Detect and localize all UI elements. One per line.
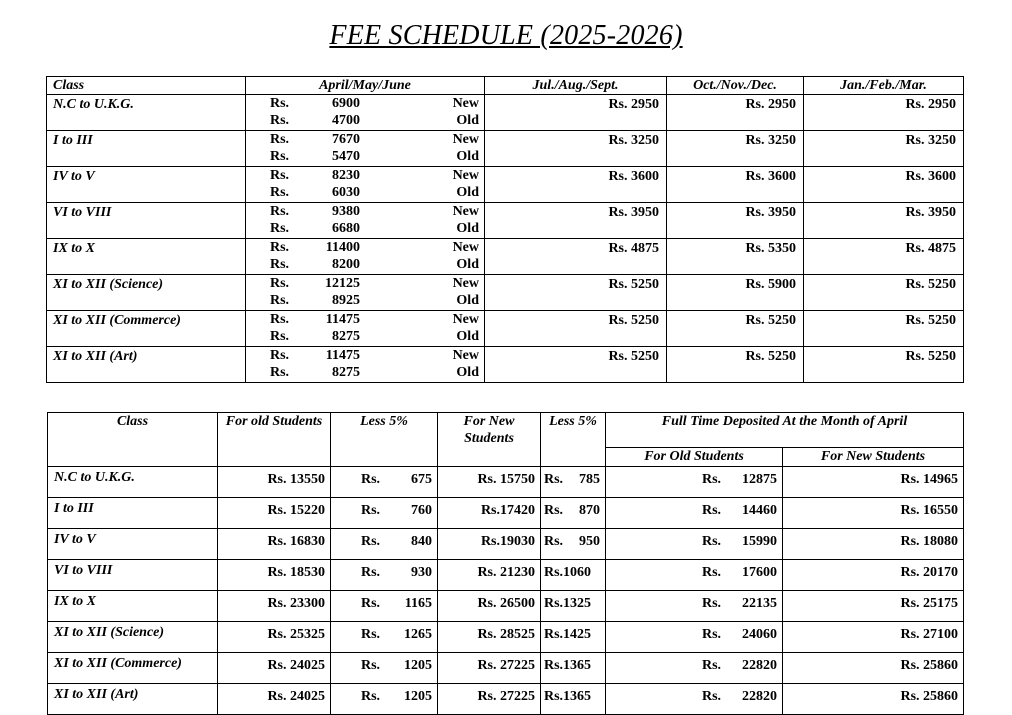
discount-amount: 675 bbox=[411, 472, 432, 487]
less-5-percent-new bbox=[541, 498, 606, 529]
jan-feb-mar-fee: Rs. 5250 bbox=[804, 275, 964, 311]
full-time-new-students: Rs. 20170 bbox=[783, 560, 964, 591]
oct-nov-dec-fee: Rs. 3250 bbox=[667, 131, 804, 167]
old-fee-line bbox=[246, 184, 484, 201]
new-fee-amount: 6900 bbox=[332, 96, 360, 111]
currency-label: Rs.1325 bbox=[544, 596, 592, 611]
currency-label: Rs. bbox=[270, 276, 290, 291]
less-5-percent-new bbox=[541, 591, 606, 622]
full-time-old-amount: 22135 bbox=[742, 596, 777, 611]
discount-amount: 870 bbox=[579, 503, 600, 518]
new-tag: New bbox=[452, 96, 479, 111]
for-new-students-fee: Rs. 15750 bbox=[438, 467, 541, 498]
oct-nov-dec-fee: Rs. 3950 bbox=[667, 203, 804, 239]
old-fee-line bbox=[246, 220, 484, 237]
full-time-old-amount: 14460 bbox=[742, 503, 777, 518]
less-5-percent-old bbox=[331, 622, 438, 653]
full-time-new-students: Rs. 25175 bbox=[783, 591, 964, 622]
currency-label: Rs. bbox=[270, 365, 290, 380]
currency-label: Rs. bbox=[270, 293, 290, 308]
jan-feb-mar-fee: Rs. 3600 bbox=[804, 167, 964, 203]
full-time-old-amount: 12875 bbox=[742, 472, 777, 487]
jul-aug-sept-fee: Rs. 4875 bbox=[485, 239, 667, 275]
less-5-percent-new bbox=[541, 560, 606, 591]
old-tag: Old bbox=[456, 149, 479, 164]
april-may-june-fees bbox=[246, 275, 485, 311]
currency-label: Rs. bbox=[270, 221, 290, 236]
for-new-students-fee: Rs. 26500 bbox=[438, 591, 541, 622]
new-tag: New bbox=[452, 240, 479, 255]
header-oct-nov-dec: Oct./Nov./Dec. bbox=[667, 77, 804, 95]
for-old-students-fee: Rs. 16830 bbox=[218, 529, 331, 560]
less-5-percent-old bbox=[331, 529, 438, 560]
full-time-old-students bbox=[606, 560, 783, 591]
less-5-percent-new bbox=[541, 684, 606, 715]
quarterly-row bbox=[47, 95, 964, 131]
annual-row bbox=[48, 560, 964, 591]
new-fee-amount: 9380 bbox=[332, 204, 360, 219]
less-5-percent-old bbox=[331, 653, 438, 684]
discount-amount: 950 bbox=[579, 534, 600, 549]
currency-label: Rs. bbox=[361, 534, 381, 549]
old-tag: Old bbox=[456, 365, 479, 380]
currency-label: Rs. bbox=[270, 257, 290, 272]
currency-label: Rs. bbox=[361, 689, 381, 704]
full-time-old-students bbox=[606, 467, 783, 498]
jul-aug-sept-fee: Rs. 5250 bbox=[485, 311, 667, 347]
currency-label: Rs. bbox=[270, 240, 290, 255]
currency-label: Rs.1060 bbox=[544, 565, 592, 580]
class-name: IV to V bbox=[48, 529, 218, 560]
header-class: Class bbox=[47, 77, 246, 95]
annual-row bbox=[48, 529, 964, 560]
less-5-percent-new bbox=[541, 622, 606, 653]
old-fee-line bbox=[246, 364, 484, 381]
currency-label: Rs. bbox=[702, 534, 722, 549]
header-jul-aug-sept: Jul./Aug./Sept. bbox=[485, 77, 667, 95]
new-fee-amount: 12125 bbox=[325, 276, 360, 291]
old-fee-amount: 5470 bbox=[332, 149, 360, 164]
class-name: XI to XII (Commerce) bbox=[47, 311, 246, 347]
new-fee-line bbox=[246, 203, 484, 220]
old-fee-amount: 8275 bbox=[332, 329, 360, 344]
jul-aug-sept-fee: Rs. 5250 bbox=[485, 347, 667, 383]
full-time-new-students: Rs. 18080 bbox=[783, 529, 964, 560]
new-fee-amount: 11475 bbox=[325, 312, 360, 327]
currency-label: Rs. bbox=[702, 472, 722, 487]
discount-amount: 1165 bbox=[404, 596, 432, 611]
header-jan-feb-mar: Jan./Feb./Mar. bbox=[804, 77, 964, 95]
annual-row bbox=[48, 498, 964, 529]
full-time-new-students: Rs. 25860 bbox=[783, 653, 964, 684]
old-fee-line bbox=[246, 292, 484, 309]
full-time-old-students bbox=[606, 653, 783, 684]
april-may-june-fees bbox=[246, 203, 485, 239]
full-time-old-amount: 22820 bbox=[742, 689, 777, 704]
header-for-old-students: For old Students bbox=[218, 413, 331, 467]
old-fee-line bbox=[246, 148, 484, 165]
new-fee-line bbox=[246, 131, 484, 148]
header-less-5-percent: Less 5% bbox=[331, 413, 438, 467]
quarterly-row bbox=[47, 275, 964, 311]
full-time-old-students bbox=[606, 529, 783, 560]
class-name: N.C to U.K.G. bbox=[48, 467, 218, 498]
discount-amount: 1265 bbox=[404, 627, 432, 642]
oct-nov-dec-fee: Rs. 5250 bbox=[667, 311, 804, 347]
full-time-old-students bbox=[606, 684, 783, 715]
annual-row bbox=[48, 467, 964, 498]
old-fee-amount: 8200 bbox=[332, 257, 360, 272]
header-april-may-june: April/May/June bbox=[246, 77, 485, 95]
new-fee-amount: 11400 bbox=[325, 240, 360, 255]
currency-label: Rs. bbox=[361, 596, 381, 611]
annual-header-row bbox=[48, 413, 964, 448]
old-fee-amount: 6680 bbox=[332, 221, 360, 236]
for-old-students-fee: Rs. 23300 bbox=[218, 591, 331, 622]
new-tag: New bbox=[452, 312, 479, 327]
class-name: IV to V bbox=[47, 167, 246, 203]
header-for-new-students: For New Students bbox=[438, 413, 541, 467]
currency-label: Rs.1425 bbox=[544, 627, 592, 642]
class-name: I to III bbox=[48, 498, 218, 529]
new-fee-line bbox=[246, 347, 484, 364]
for-old-students-fee: Rs. 15220 bbox=[218, 498, 331, 529]
currency-label: Rs.1365 bbox=[544, 658, 592, 673]
currency-label: Rs. bbox=[361, 627, 381, 642]
old-fee-line bbox=[246, 256, 484, 273]
new-fee-amount: 8230 bbox=[332, 168, 360, 183]
currency-label: Rs. bbox=[544, 503, 564, 518]
oct-nov-dec-fee: Rs. 3600 bbox=[667, 167, 804, 203]
jul-aug-sept-fee: Rs. 3600 bbox=[485, 167, 667, 203]
for-old-students-fee: Rs. 18530 bbox=[218, 560, 331, 591]
new-fee-line bbox=[246, 311, 484, 328]
header-full-time-deposited: Full Time Deposited At the Month of April bbox=[606, 413, 964, 448]
less-5-percent-old bbox=[331, 591, 438, 622]
full-time-old-amount: 22820 bbox=[742, 658, 777, 673]
jan-feb-mar-fee: Rs. 3950 bbox=[804, 203, 964, 239]
old-fee-line bbox=[246, 112, 484, 129]
currency-label: Rs. bbox=[270, 168, 290, 183]
currency-label: Rs. bbox=[702, 627, 722, 642]
class-name: IX to X bbox=[48, 591, 218, 622]
quarterly-row bbox=[47, 347, 964, 383]
annual-row bbox=[48, 684, 964, 715]
for-new-students-fee: Rs. 27225 bbox=[438, 684, 541, 715]
april-may-june-fees bbox=[246, 167, 485, 203]
currency-label: Rs. bbox=[544, 534, 564, 549]
for-new-students-fee: Rs.19030 bbox=[438, 529, 541, 560]
page-title: FEE SCHEDULE (2025-2026) bbox=[329, 20, 683, 51]
old-tag: Old bbox=[456, 329, 479, 344]
old-fee-amount: 8925 bbox=[332, 293, 360, 308]
new-fee-line bbox=[246, 239, 484, 256]
discount-amount: 1205 bbox=[404, 658, 432, 673]
for-new-students-fee: Rs. 21230 bbox=[438, 560, 541, 591]
class-name: IX to X bbox=[47, 239, 246, 275]
oct-nov-dec-fee: Rs. 5350 bbox=[667, 239, 804, 275]
less-5-percent-old bbox=[331, 467, 438, 498]
april-may-june-fees bbox=[246, 311, 485, 347]
class-name: VI to VIII bbox=[47, 203, 246, 239]
currency-label: Rs. bbox=[270, 204, 290, 219]
full-time-old-amount: 15990 bbox=[742, 534, 777, 549]
full-time-old-amount: 24060 bbox=[742, 627, 777, 642]
new-fee-line bbox=[246, 95, 484, 112]
less-5-percent-old bbox=[331, 684, 438, 715]
currency-label: Rs. bbox=[702, 658, 722, 673]
currency-label: Rs. bbox=[544, 472, 564, 487]
class-name: XI to XII (Art) bbox=[48, 684, 218, 715]
jan-feb-mar-fee: Rs. 5250 bbox=[804, 311, 964, 347]
jul-aug-sept-fee: Rs. 2950 bbox=[485, 95, 667, 131]
less-5-percent-new bbox=[541, 653, 606, 684]
full-time-new-students: Rs. 27100 bbox=[783, 622, 964, 653]
old-fee-amount: 6030 bbox=[332, 185, 360, 200]
jul-aug-sept-fee: Rs. 5250 bbox=[485, 275, 667, 311]
quarterly-header-row bbox=[47, 77, 964, 95]
for-new-students-fee: Rs.17420 bbox=[438, 498, 541, 529]
april-may-june-fees bbox=[246, 95, 485, 131]
full-time-new-students: Rs. 25860 bbox=[783, 684, 964, 715]
new-tag: New bbox=[452, 204, 479, 219]
old-tag: Old bbox=[456, 185, 479, 200]
discount-amount: 840 bbox=[411, 534, 432, 549]
class-name: XI to XII (Science) bbox=[47, 275, 246, 311]
less-5-percent-new bbox=[541, 529, 606, 560]
for-new-students-fee: Rs. 27225 bbox=[438, 653, 541, 684]
currency-label: Rs. bbox=[270, 185, 290, 200]
oct-nov-dec-fee: Rs. 5900 bbox=[667, 275, 804, 311]
currency-label: Rs. bbox=[270, 149, 290, 164]
jan-feb-mar-fee: Rs. 4875 bbox=[804, 239, 964, 275]
new-tag: New bbox=[452, 348, 479, 363]
april-may-june-fees bbox=[246, 347, 485, 383]
for-old-students-fee: Rs. 13550 bbox=[218, 467, 331, 498]
currency-label: Rs. bbox=[702, 596, 722, 611]
old-tag: Old bbox=[456, 113, 479, 128]
currency-label: Rs. bbox=[270, 113, 290, 128]
jan-feb-mar-fee: Rs. 2950 bbox=[804, 95, 964, 131]
currency-label: Rs. bbox=[702, 503, 722, 518]
header-ft-new-students: For New Students bbox=[783, 448, 964, 467]
new-fee-line bbox=[246, 167, 484, 184]
class-name: N.C to U.K.G. bbox=[47, 95, 246, 131]
oct-nov-dec-fee: Rs. 2950 bbox=[667, 95, 804, 131]
quarterly-fee-table bbox=[46, 76, 964, 383]
less-5-percent-old bbox=[331, 498, 438, 529]
old-fee-amount: 8275 bbox=[332, 365, 360, 380]
class-name: XI to XII (Science) bbox=[48, 622, 218, 653]
quarterly-row bbox=[47, 203, 964, 239]
currency-label: Rs. bbox=[361, 565, 381, 580]
jan-feb-mar-fee: Rs. 5250 bbox=[804, 347, 964, 383]
less-5-percent-old bbox=[331, 560, 438, 591]
annual-row bbox=[48, 622, 964, 653]
currency-label: Rs. bbox=[270, 96, 290, 111]
currency-label: Rs. bbox=[270, 132, 290, 147]
new-fee-line bbox=[246, 275, 484, 292]
old-fee-line bbox=[246, 328, 484, 345]
annual-fee-table bbox=[47, 412, 964, 715]
discount-amount: 930 bbox=[411, 565, 432, 580]
full-time-old-amount: 17600 bbox=[742, 565, 777, 580]
discount-amount: 785 bbox=[579, 472, 600, 487]
quarterly-row bbox=[47, 131, 964, 167]
class-name: VI to VIII bbox=[48, 560, 218, 591]
annual-row bbox=[48, 591, 964, 622]
full-time-old-students bbox=[606, 622, 783, 653]
annual-row bbox=[48, 653, 964, 684]
for-new-students-fee: Rs. 28525 bbox=[438, 622, 541, 653]
new-tag: New bbox=[452, 132, 479, 147]
april-may-june-fees bbox=[246, 131, 485, 167]
for-old-students-fee: Rs. 24025 bbox=[218, 684, 331, 715]
jan-feb-mar-fee: Rs. 3250 bbox=[804, 131, 964, 167]
quarterly-row bbox=[47, 239, 964, 275]
class-name: XI to XII (Commerce) bbox=[48, 653, 218, 684]
new-tag: New bbox=[452, 276, 479, 291]
old-tag: Old bbox=[456, 293, 479, 308]
old-fee-amount: 4700 bbox=[332, 113, 360, 128]
currency-label: Rs. bbox=[270, 329, 290, 344]
currency-label: Rs. bbox=[361, 472, 381, 487]
currency-label: Rs. bbox=[702, 565, 722, 580]
class-name: XI to XII (Art) bbox=[47, 347, 246, 383]
new-tag: New bbox=[452, 168, 479, 183]
old-tag: Old bbox=[456, 257, 479, 272]
april-may-june-fees bbox=[246, 239, 485, 275]
class-name: I to III bbox=[47, 131, 246, 167]
quarterly-row bbox=[47, 167, 964, 203]
oct-nov-dec-fee: Rs. 5250 bbox=[667, 347, 804, 383]
full-time-old-students bbox=[606, 591, 783, 622]
discount-amount: 1205 bbox=[404, 689, 432, 704]
header-less-5-percent-new: Less 5% bbox=[541, 413, 606, 467]
currency-label: Rs. bbox=[361, 503, 381, 518]
currency-label: Rs. bbox=[270, 312, 290, 327]
old-tag: Old bbox=[456, 221, 479, 236]
currency-label: Rs. bbox=[361, 658, 381, 673]
less-5-percent-new bbox=[541, 467, 606, 498]
quarterly-row bbox=[47, 311, 964, 347]
currency-label: Rs. bbox=[270, 348, 290, 363]
for-old-students-fee: Rs. 25325 bbox=[218, 622, 331, 653]
full-time-new-students: Rs. 14965 bbox=[783, 467, 964, 498]
jul-aug-sept-fee: Rs. 3250 bbox=[485, 131, 667, 167]
discount-amount: 760 bbox=[411, 503, 432, 518]
new-fee-amount: 11475 bbox=[325, 348, 360, 363]
currency-label: Rs. bbox=[702, 689, 722, 704]
for-old-students-fee: Rs. 24025 bbox=[218, 653, 331, 684]
full-time-new-students: Rs. 16550 bbox=[783, 498, 964, 529]
new-fee-amount: 7670 bbox=[332, 132, 360, 147]
full-time-old-students bbox=[606, 498, 783, 529]
currency-label: Rs.1365 bbox=[544, 689, 592, 704]
header-ft-old-students: For Old Students bbox=[606, 448, 783, 467]
header-class: Class bbox=[48, 413, 218, 467]
jul-aug-sept-fee: Rs. 3950 bbox=[485, 203, 667, 239]
